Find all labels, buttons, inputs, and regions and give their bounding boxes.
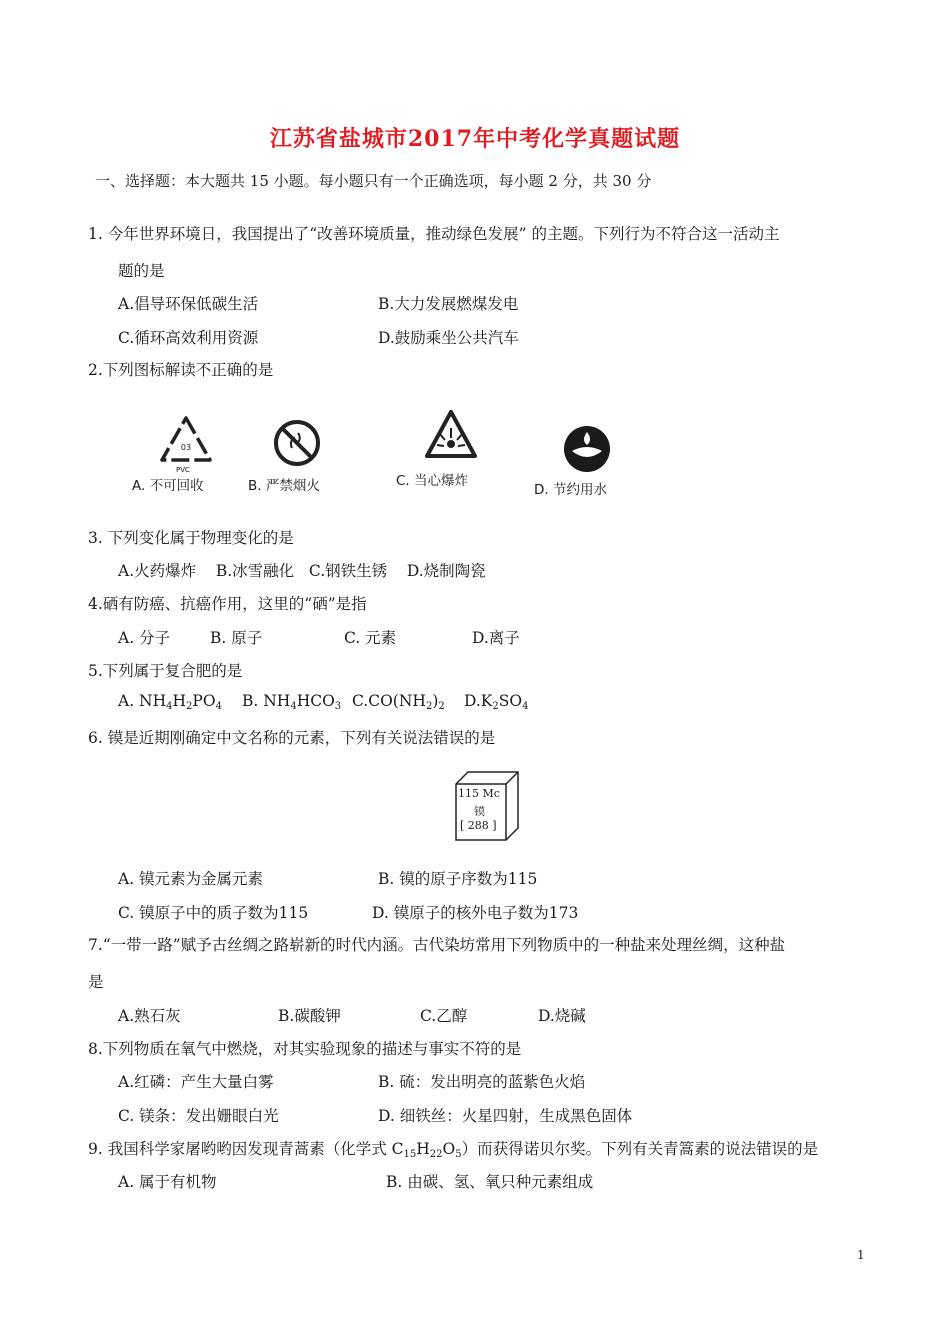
q2-caption-d: D. 节约用水 [534,482,607,498]
q9-option-b: B. 由碳、氢、氧只种元素组成 [386,1173,594,1191]
element-card-name: 镆 [474,805,485,818]
q5-stem: 5.下列属于复合肥的是 [88,662,243,680]
q1-option-b: B.大力发展燃煤发电 [378,295,519,313]
explosive-warning-icon [424,408,478,460]
q6-stem: 6. 镆是近期刚确定中文名称的元素，下列有关说法错误的是 [88,729,496,747]
q8-option-a: A.红磷：产生大量白雾 [118,1073,274,1091]
q7-stem-line1: 7.“一带一路”赋予古丝绸之路崭新的时代内涵。古代染坊常用下列物质中的一种盐来处理丝绸，这种盐 [88,936,786,954]
page-title: 江苏省盐城市2017年中考化学真题试题 [269,126,681,152]
element-card-mc [452,770,522,842]
q8-option-c: C. 镁条：发出姗眼白光 [118,1107,279,1125]
q7-option-b: B.碳酸钾 [278,1007,341,1025]
q6-option-c: C. 镆原子中的质子数为115 [118,904,309,922]
q5-option-c: $C.CO(NH_2)_2$ [352,692,445,712]
q6-option-d: D. 镆原子的核外电子数为173 [372,904,579,922]
page-number: 1 [857,1248,865,1262]
q5-option-b: B. $NH_4HCO_3$ [242,692,342,712]
q3-stem: 3. 下列变化属于物理变化的是 [88,529,294,547]
q9-option-a: A. 属于有机物 [118,1173,217,1191]
q1-stem-line1: 1. 今年世界环境日，我国提出了“改善环境质量，推动绿色发展” 的主题。下列行为不符合这一活动主 [88,225,780,243]
q4-stem: 4.硒有防癌、抗癌作用，这里的“硒”是指 [88,595,367,613]
q9-stem: 9. 我国科学家屠哟哟因发现青蒿素（化学式 $C_{15}H_{22}O_5$）而获得诺贝尔奖。下列有关青篙素的说法错误的是 [88,1140,819,1160]
q4-option-b: B. 原子 [210,629,263,647]
svg-text:03: 03 [180,443,192,452]
section-header: 一、选择题：本大题共 15 小题。每小题只有一个正确选项，每小题 2 分，共 30 分 [95,172,652,190]
q5-option-d: $D.K_2SO_4$ [464,692,529,712]
element-card-mass: [ 288 ] [460,819,497,832]
q4-option-a: A. 分子 [118,629,171,647]
q6-option-b: B. 镆的原子序数为115 [378,870,538,888]
q1-option-d: D.鼓励乘坐公共汽车 [378,329,519,347]
q8-option-b: B. 硫：发出明亮的蓝紫色火焰 [378,1073,586,1091]
q2-stem: 2.下列图标解读不正确的是 [88,361,274,379]
q7-stem-line2: 是 [88,973,104,991]
q2-caption-c: C. 当心爆炸 [396,473,469,489]
no-smoking-icon [272,418,322,468]
q7-option-a: A.熟石灰 [118,1007,181,1025]
q7-option-c: C.乙醇 [420,1007,468,1025]
water-saving-icon [562,424,612,474]
q8-option-d: D. 细铁丝：火星四射，生成黑色固体 [378,1107,633,1125]
q3-options: A.火药爆炸 B.冰雪融化 C.钢铁生锈 D.烧制陶瓷 [118,562,486,580]
recycle-pvc-icon [156,412,216,472]
pvc-label: PVC [176,466,190,474]
q2-caption-a: A. 不可回收 [132,478,204,494]
q4-option-c: C. 元素 [344,629,397,647]
q1-option-c: C.循环高效利用资源 [118,329,259,347]
q4-option-d: D.离子 [472,629,520,647]
q1-option-a: A.倡导环保低碳生活 [118,295,259,313]
q6-option-a: A. 镆元素为金属元素 [118,870,264,888]
q2-caption-b: B. 严禁烟火 [248,478,320,494]
q5-option-a: A. $NH_4H_2PO_4$ [118,692,222,712]
element-card-number: 115 Mc [458,787,500,800]
q1-stem-line2: 题的是 [118,262,165,280]
q8-stem: 8.下列物质在氧气中燃烧，对其实验现象的描述与事实不符的是 [88,1040,522,1058]
q7-option-d: D.烧碱 [538,1007,586,1025]
